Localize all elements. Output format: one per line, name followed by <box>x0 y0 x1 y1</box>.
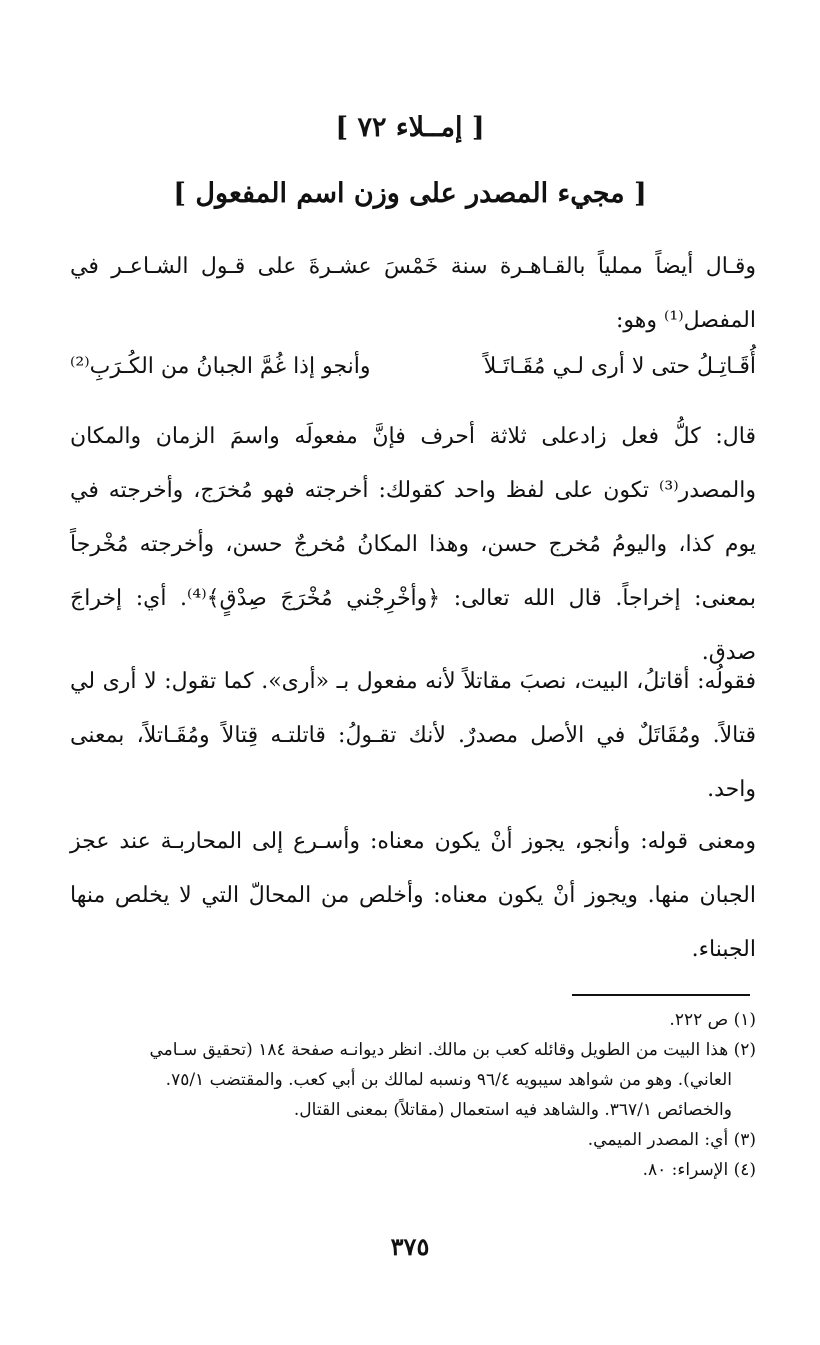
explanation-text: فقولُه: أقاتلُ، البيت، نصبَ مقاتلاً لأنه مفعول بـ «أرى». كما تقول: لا أرى لي قتالاً. ومُقَاتَلٌ في الأصل مصدرٌ. لأنك تقـولُ: قاتلتـه قِتالاً ومُقَـاتلاً، بمعنى واحد. <box>70 669 756 802</box>
rule-paragraph <box>70 410 756 680</box>
intro-text: وقـال أيضاً مملياً بالقـاهـرة سنة خَمْسَ عشـرةَ على قـول الشـاعـر في المفصل⁽¹⁾ وهو: <box>70 254 756 333</box>
meaning-text: ومعنى قوله: وأنجو، يجوز أنْ يكون معناه: وأسـرع إلى المحاربـة عند عجز الجبان منها. ويجوز أنْ يكون معناه: وأخلص من المحالّ التي لا يخلص منها الجبناء. <box>70 829 756 962</box>
rule-text: قال: كلُّ فعل زادعلى ثلاثة أحرف فإنَّ مفعولَه واسمَ الزمان والمكان والمصدر⁽³⁾ تكون على لفظ واحد كقولك: أخرجته فهو مُخرَج، وأخرجته في يوم كذا، واليومُ مُخرج حسن، وهذا المكانُ مُخرجٌ حسن، وأخرجته مُخْرجاً بمعنى: إخراجاً. قال الله تعالى: ﴿وأخْرِجْني مُخْرَجَ صِدْقٍ﴾⁽⁴⁾. أي: إخراجَ صدق. <box>70 424 756 665</box>
meaning-paragraph <box>70 815 756 977</box>
footnote-divider <box>572 994 750 996</box>
poetry-verse <box>70 340 756 394</box>
page-number: ٣٧٥ <box>390 1232 430 1261</box>
footnote-1: (١) ص ٢٢٢. <box>669 1010 756 1030</box>
explanation-paragraph <box>70 655 756 817</box>
footnote-2-line-1: (٢) هذا البيت من الطويل وقائله كعب بن مالك. انظر ديوانـه صفحة ١٨٤ (تحقيق سـامي <box>149 1040 756 1060</box>
footnote-4: (٤) الإسراء: ٨٠. <box>642 1160 756 1180</box>
dictation-heading: [ إمــلاء ٧٢ ] <box>335 112 485 143</box>
footnote-2-line-2: العاني). وهو من شواهد سيبويه ٩٦/٤ ونسبه لمالك بن أبي كعب. والمقتضب ٧٥/١. <box>165 1070 732 1090</box>
footnotes <box>70 1005 756 1185</box>
section-heading: [ مجيء المصدر على وزن اسم المفعول ] <box>173 178 647 209</box>
footnote-3: (٣) أي: المصدر الميمي. <box>587 1130 756 1150</box>
verse-first-hemistich: أُقَـاتِـلُ حتى لا أرى لـي مُقَـاتَـلاً <box>483 354 756 379</box>
verse-second-hemistich: وأنجو إذا غُمَّ الجبانُ من الكُـرَبِ⁽²⁾ <box>70 354 371 379</box>
intro-paragraph <box>70 240 756 348</box>
footnote-2-line-3: والخصائص ٣٦٧/١. والشاهد فيه استعمال (مقاتلاً) بمعنى القتال. <box>293 1100 732 1120</box>
